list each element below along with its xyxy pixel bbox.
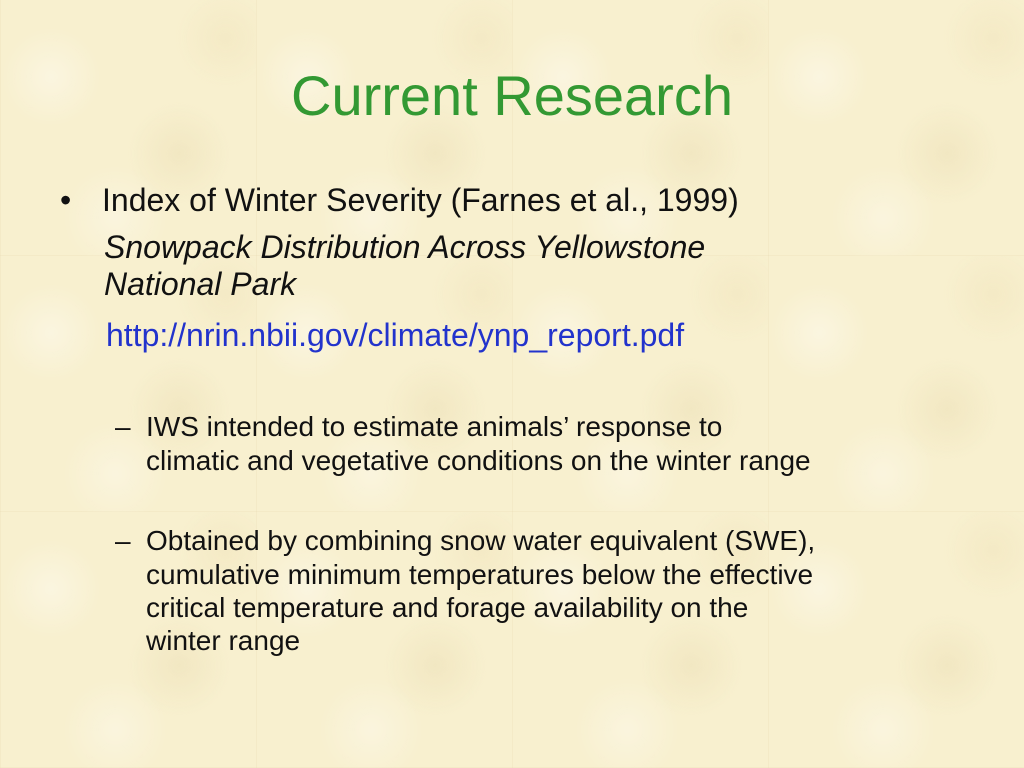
sub-bullet-2-line-3: critical temperature and forage availability on the <box>146 592 749 623</box>
sub-bullet-2-line-4: winter range <box>146 625 301 656</box>
sub-bullet-2-line-1: Obtained by combining snow water equivalent (SWE), <box>146 525 816 556</box>
sub-bullet-1-line-2: climatic and vegetative conditions on the winter range <box>146 445 811 476</box>
bullet-text: Index of Winter Severity (Farnes et al., 1999) <box>102 182 739 218</box>
report-title-line-1: Snowpack Distribution Across Yellowstone <box>104 229 706 265</box>
slide-title: Current Research <box>291 64 733 127</box>
sub-bullet-2-line-2: cumulative minimum temperatures below the effective <box>146 559 814 590</box>
sub-bullet-marker: – <box>115 411 131 442</box>
sub-bullet-1-line-1: IWS intended to estimate animals’ response to <box>146 411 723 442</box>
sub-bullet-marker: – <box>115 525 131 556</box>
bullet-marker: • <box>60 182 72 218</box>
report-link[interactable]: http://nrin.nbii.gov/climate/ynp_report.pdf <box>106 317 685 353</box>
report-title-line-2: National Park <box>104 266 297 302</box>
